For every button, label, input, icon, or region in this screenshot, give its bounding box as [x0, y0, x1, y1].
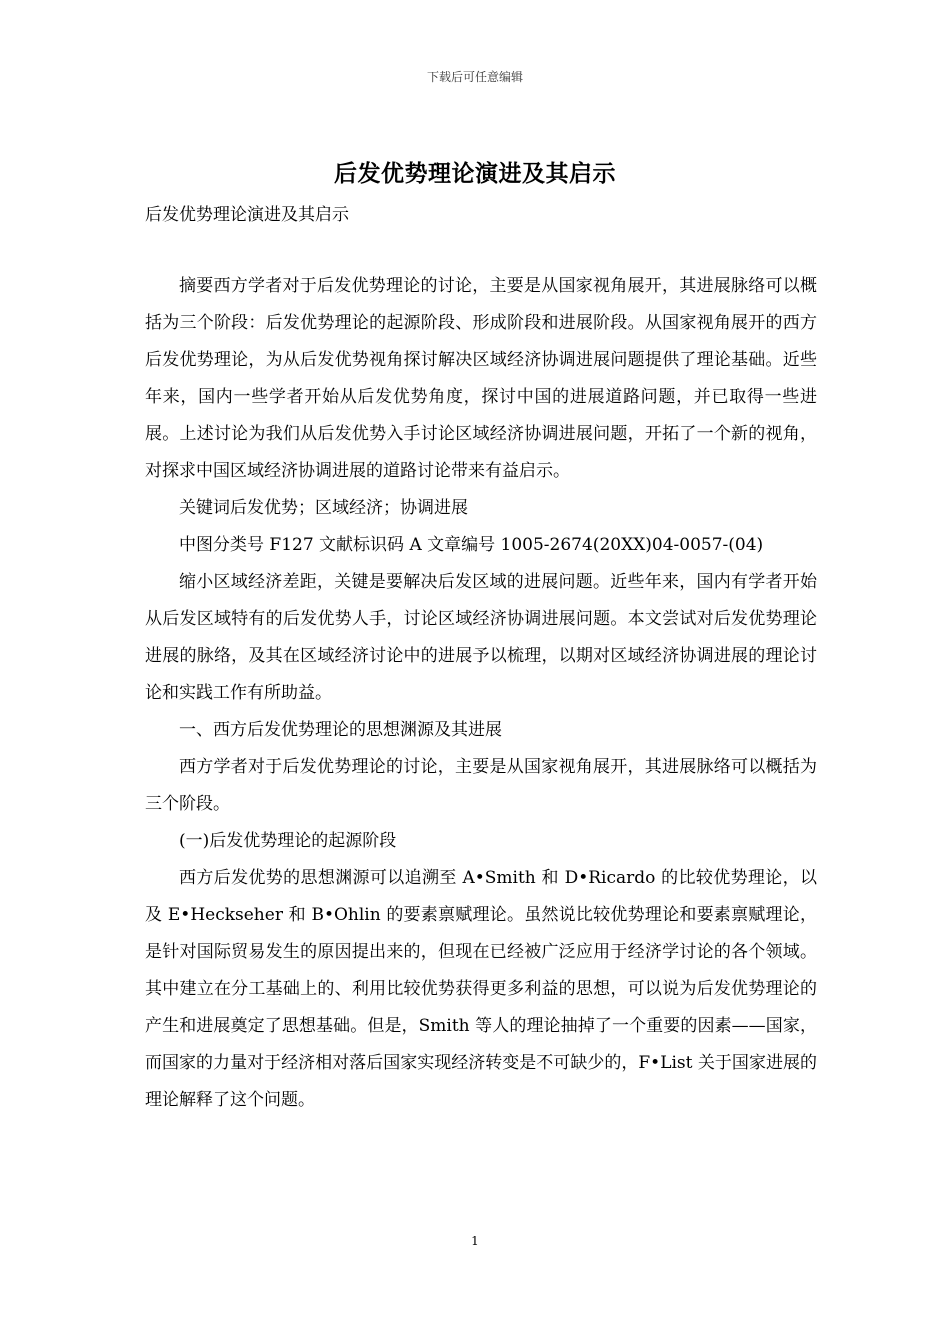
keywords-paragraph: 关键词后发优势；区域经济；协调进展 — [179, 498, 468, 518]
subsection-heading: (一)后发优势理论的起源阶段 — [179, 831, 397, 851]
page-number: 1 — [471, 1234, 479, 1248]
classification-paragraph: 中图分类号 F127 文献标识码 A 文章编号 1005-2674(20XX)04-0057-(04) — [179, 535, 764, 555]
section-heading: 一、西方后发优势理论的思想渊源及其进展 — [179, 720, 502, 740]
document-body — [145, 268, 817, 1119]
intro-paragraph: 缩小区域经济差距，关键是要解决后发区域的进展问题。近些年来，国内有学者开始从后发区域特有的后发优势人手，讨论区域经济协调进展问题。本文尝试对后发优势理论进展的脉络，及其在区域经济讨论中的进展予以梳理，以期对区域经济协调进展的理论讨论和实践工作有所助益。 — [145, 572, 817, 703]
origin-paragraph: 西方后发优势的思想渊源可以追溯至 A•Smith 和 D•Ricardo 的比较优势理论，以及 E•Heckseher 和 B•Ohlin 的要素禀赋理论。虽然说比较优势理论和要素禀赋理论，是针对国际贸易发生的原因提出来的，但现在已经被广泛应用于经济学讨论的各个领域。其中建立在分工基础上的、利用比较优势获得更多利益的思想，可以说为后发优势理论的产生和进展奠定了思想基础。但是，Smith 等人的理论抽掉了一个重要的因素——国家，而国家的力量对于经济相对落后国家实现经济转变是不可缺少的，F•List 关于国家进展的理论解释了这个问题。 — [145, 868, 817, 1110]
document-title: 后发优势理论演进及其启示 — [334, 160, 616, 187]
abstract-paragraph: 摘要西方学者对于后发优势理论的讨论，主要是从国家视角展开，其进展脉络可以概括为三个阶段：后发优势理论的起源阶段、形成阶段和进展阶段。从国家视角展开的西方后发优势理论，为从后发优势视角探讨解决区域经济协调进展问题提供了理论基础。近些年来，国内一些学者开始从后发优势角度，探讨中国的进展道路问题，并已取得一些进展。上述讨论为我们从后发优势入手讨论区域经济协调进展问题，开拓了一个新的视角，对探求中国区域经济协调进展的道路讨论带来有益启示。 — [145, 276, 817, 481]
section-intro-paragraph: 西方学者对于后发优势理论的讨论，主要是从国家视角展开，其进展脉络可以概括为三个阶段。 — [145, 757, 817, 814]
header-note: 下载后可任意编辑 — [426, 70, 523, 84]
document-subtitle: 后发优势理论演进及其启示 — [145, 205, 349, 225]
